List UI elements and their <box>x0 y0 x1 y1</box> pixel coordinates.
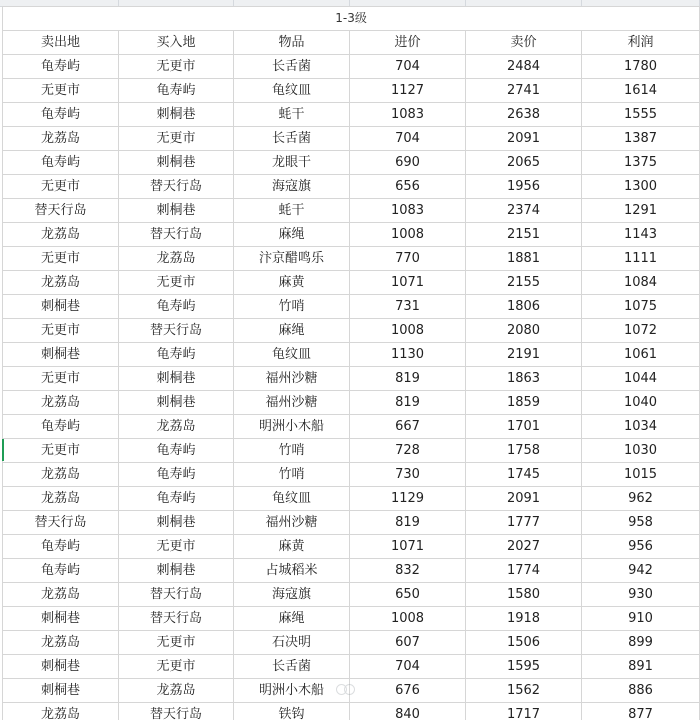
cost-cell[interactable]: 650 <box>350 583 466 607</box>
seller-cell[interactable]: 龙荔岛 <box>3 463 119 487</box>
item-cell[interactable]: 竹哨 <box>234 439 350 463</box>
price-cell[interactable]: 1701 <box>466 415 582 439</box>
item-cell[interactable]: 蚝干 <box>234 103 350 127</box>
sheet-title-cell[interactable]: 1-3级 <box>3 7 700 31</box>
seller-cell[interactable]: 刺桐巷 <box>3 343 119 367</box>
buyer-cell[interactable]: 无更市 <box>119 631 234 655</box>
item-cell[interactable]: 龟纹皿 <box>234 487 350 511</box>
price-cell[interactable]: 1580 <box>466 583 582 607</box>
table-row <box>3 79 700 103</box>
price-cell[interactable]: 1956 <box>466 175 582 199</box>
buyer-cell[interactable]: 无更市 <box>119 655 234 679</box>
seller-cell[interactable]: 刺桐巷 <box>3 607 119 631</box>
price-cell[interactable]: 2091 <box>466 127 582 151</box>
buyer-cell[interactable]: 刺桐巷 <box>119 199 234 223</box>
table-row <box>3 703 700 720</box>
profit-cell[interactable]: 958 <box>582 511 700 535</box>
table-row <box>3 607 700 631</box>
profit-cell[interactable]: 1291 <box>582 199 700 223</box>
table-row <box>3 559 700 583</box>
header-cell-profit[interactable]: 利润 <box>582 31 700 55</box>
buyer-cell[interactable]: 龟寿屿 <box>119 295 234 319</box>
header-cell-seller[interactable]: 卖出地 <box>3 31 119 55</box>
profit-cell[interactable]: 1780 <box>582 55 700 79</box>
price-cell[interactable]: 2484 <box>466 55 582 79</box>
item-cell[interactable]: 明洲小木船 <box>234 679 350 703</box>
cost-cell[interactable]: 704 <box>350 655 466 679</box>
cost-cell[interactable]: 770 <box>350 247 466 271</box>
price-cell[interactable]: 1595 <box>466 655 582 679</box>
price-cell[interactable]: 2151 <box>466 223 582 247</box>
table-row <box>3 103 700 127</box>
seller-cell[interactable]: 无更市 <box>3 439 119 463</box>
price-cell[interactable]: 1881 <box>466 247 582 271</box>
header-cell-cost[interactable]: 进价 <box>350 31 466 55</box>
item-cell[interactable]: 麻绳 <box>234 223 350 247</box>
item-cell[interactable]: 福州沙糖 <box>234 367 350 391</box>
profit-cell[interactable]: 886 <box>582 679 700 703</box>
buyer-cell[interactable]: 替天行岛 <box>119 223 234 247</box>
header-cell-buyer[interactable]: 买入地 <box>119 31 234 55</box>
seller-cell[interactable]: 无更市 <box>3 175 119 199</box>
profit-cell[interactable]: 1143 <box>582 223 700 247</box>
buyer-cell[interactable]: 龟寿屿 <box>119 463 234 487</box>
cost-cell[interactable]: 731 <box>350 295 466 319</box>
watermark-logo <box>336 684 356 696</box>
price-cell[interactable]: 2027 <box>466 535 582 559</box>
table-row <box>3 319 700 343</box>
profit-cell[interactable]: 1072 <box>582 319 700 343</box>
seller-cell[interactable]: 龙荔岛 <box>3 487 119 511</box>
seller-cell[interactable]: 刺桐巷 <box>3 295 119 319</box>
profit-cell[interactable]: 930 <box>582 583 700 607</box>
table-row <box>3 511 700 535</box>
profit-cell[interactable]: 962 <box>582 487 700 511</box>
table-row <box>3 271 700 295</box>
item-cell[interactable]: 长舌菌 <box>234 655 350 679</box>
table-row <box>3 439 700 463</box>
buyer-cell[interactable]: 替天行岛 <box>119 703 234 720</box>
item-cell[interactable]: 麻绳 <box>234 319 350 343</box>
seller-cell[interactable]: 龙荔岛 <box>3 271 119 295</box>
price-cell[interactable]: 2191 <box>466 343 582 367</box>
seller-cell[interactable]: 龟寿屿 <box>3 151 119 175</box>
buyer-cell[interactable]: 无更市 <box>119 55 234 79</box>
table-row <box>3 367 700 391</box>
cost-cell[interactable]: 1083 <box>350 199 466 223</box>
item-cell[interactable]: 竹哨 <box>234 463 350 487</box>
cost-cell[interactable]: 1008 <box>350 223 466 247</box>
buyer-cell[interactable]: 替天行岛 <box>119 175 234 199</box>
buyer-cell[interactable]: 刺桐巷 <box>119 511 234 535</box>
item-cell[interactable]: 龟纹皿 <box>234 343 350 367</box>
profit-cell[interactable]: 1015 <box>582 463 700 487</box>
price-cell[interactable]: 1774 <box>466 559 582 583</box>
price-cell[interactable]: 1506 <box>466 631 582 655</box>
buyer-cell[interactable]: 龙荔岛 <box>119 415 234 439</box>
item-cell[interactable]: 麻绳 <box>234 607 350 631</box>
active-cell-indicator <box>2 439 4 461</box>
table-row <box>3 487 700 511</box>
cost-cell[interactable]: 819 <box>350 391 466 415</box>
item-cell[interactable]: 海寇旗 <box>234 175 350 199</box>
cost-cell[interactable]: 1129 <box>350 487 466 511</box>
buyer-cell[interactable]: 无更市 <box>119 271 234 295</box>
seller-cell[interactable]: 刺桐巷 <box>3 679 119 703</box>
profit-cell[interactable]: 956 <box>582 535 700 559</box>
table-row <box>3 583 700 607</box>
seller-cell[interactable]: 无更市 <box>3 79 119 103</box>
seller-cell[interactable]: 刺桐巷 <box>3 655 119 679</box>
price-cell[interactable]: 1777 <box>466 511 582 535</box>
profit-cell[interactable]: 899 <box>582 631 700 655</box>
table-row <box>3 655 700 679</box>
item-cell[interactable]: 麻黄 <box>234 535 350 559</box>
cost-cell[interactable]: 1130 <box>350 343 466 367</box>
table-row <box>3 199 700 223</box>
cost-cell[interactable]: 730 <box>350 463 466 487</box>
item-cell[interactable]: 石决明 <box>234 631 350 655</box>
header-row <box>3 31 700 55</box>
cost-cell[interactable]: 1071 <box>350 271 466 295</box>
cost-cell[interactable]: 1083 <box>350 103 466 127</box>
buyer-cell[interactable]: 替天行岛 <box>119 319 234 343</box>
profit-cell[interactable]: 891 <box>582 655 700 679</box>
item-cell[interactable]: 长舌菌 <box>234 127 350 151</box>
item-cell[interactable]: 汴京醋鸣乐 <box>234 247 350 271</box>
seller-cell[interactable]: 龙荔岛 <box>3 703 119 720</box>
seller-cell[interactable]: 龙荔岛 <box>3 127 119 151</box>
profit-cell[interactable]: 942 <box>582 559 700 583</box>
profit-cell[interactable]: 910 <box>582 607 700 631</box>
profit-cell[interactable]: 877 <box>582 703 700 720</box>
buyer-cell[interactable]: 刺桐巷 <box>119 367 234 391</box>
item-cell[interactable]: 福州沙糖 <box>234 391 350 415</box>
cost-cell[interactable]: 676 <box>350 679 466 703</box>
cost-cell[interactable]: 819 <box>350 511 466 535</box>
cost-cell[interactable]: 1071 <box>350 535 466 559</box>
table-row <box>3 127 700 151</box>
price-cell[interactable]: 1758 <box>466 439 582 463</box>
cost-cell[interactable]: 1127 <box>350 79 466 103</box>
buyer-cell[interactable]: 刺桐巷 <box>119 103 234 127</box>
price-cell[interactable]: 1863 <box>466 367 582 391</box>
cost-cell[interactable]: 819 <box>350 367 466 391</box>
cost-cell[interactable]: 704 <box>350 127 466 151</box>
price-cell[interactable]: 1918 <box>466 607 582 631</box>
seller-cell[interactable]: 龙荔岛 <box>3 391 119 415</box>
seller-cell[interactable]: 龟寿屿 <box>3 559 119 583</box>
table-row <box>3 247 700 271</box>
table-row <box>3 343 700 367</box>
item-cell[interactable]: 长舌菌 <box>234 55 350 79</box>
seller-cell[interactable]: 替天行岛 <box>3 511 119 535</box>
buyer-cell[interactable]: 无更市 <box>119 535 234 559</box>
buyer-cell[interactable]: 刺桐巷 <box>119 559 234 583</box>
profit-cell[interactable]: 1030 <box>582 439 700 463</box>
profit-cell[interactable]: 1061 <box>582 343 700 367</box>
buyer-cell[interactable]: 龙荔岛 <box>119 247 234 271</box>
buyer-cell[interactable]: 龟寿屿 <box>119 343 234 367</box>
profit-cell[interactable]: 1111 <box>582 247 700 271</box>
price-cell[interactable]: 2374 <box>466 199 582 223</box>
seller-cell[interactable]: 替天行岛 <box>3 199 119 223</box>
buyer-cell[interactable]: 刺桐巷 <box>119 391 234 415</box>
seller-cell[interactable]: 龟寿屿 <box>3 415 119 439</box>
buyer-cell[interactable]: 龟寿屿 <box>119 79 234 103</box>
price-cell[interactable]: 2638 <box>466 103 582 127</box>
cost-cell[interactable]: 690 <box>350 151 466 175</box>
profit-cell[interactable]: 1034 <box>582 415 700 439</box>
seller-cell[interactable]: 龙荔岛 <box>3 583 119 607</box>
item-cell[interactable]: 福州沙糖 <box>234 511 350 535</box>
profit-cell[interactable]: 1075 <box>582 295 700 319</box>
cost-cell[interactable]: 728 <box>350 439 466 463</box>
cost-cell[interactable]: 1008 <box>350 607 466 631</box>
price-cell[interactable]: 2065 <box>466 151 582 175</box>
profit-cell[interactable]: 1387 <box>582 127 700 151</box>
price-cell[interactable]: 1806 <box>466 295 582 319</box>
price-cell[interactable]: 2741 <box>466 79 582 103</box>
table-row <box>3 223 700 247</box>
profit-cell[interactable]: 1040 <box>582 391 700 415</box>
table-row <box>3 175 700 199</box>
price-cell[interactable]: 2080 <box>466 319 582 343</box>
cost-cell[interactable]: 667 <box>350 415 466 439</box>
buyer-cell[interactable]: 刺桐巷 <box>119 151 234 175</box>
seller-cell[interactable]: 龙荔岛 <box>3 631 119 655</box>
profit-cell[interactable]: 1614 <box>582 79 700 103</box>
item-cell[interactable]: 占城稻米 <box>234 559 350 583</box>
profit-cell[interactable]: 1555 <box>582 103 700 127</box>
price-cell[interactable]: 1717 <box>466 703 582 720</box>
cost-cell[interactable]: 656 <box>350 175 466 199</box>
price-cell[interactable]: 2155 <box>466 271 582 295</box>
item-cell[interactable]: 龟纹皿 <box>234 79 350 103</box>
profit-cell[interactable]: 1375 <box>582 151 700 175</box>
profit-cell[interactable]: 1084 <box>582 271 700 295</box>
item-cell[interactable]: 竹哨 <box>234 295 350 319</box>
buyer-cell[interactable]: 龟寿屿 <box>119 487 234 511</box>
price-cell[interactable]: 1745 <box>466 463 582 487</box>
table-row <box>3 55 700 79</box>
header-cell-price[interactable]: 卖价 <box>466 31 582 55</box>
item-cell[interactable]: 铁钩 <box>234 703 350 720</box>
cost-cell[interactable]: 607 <box>350 631 466 655</box>
buyer-cell[interactable]: 龙荔岛 <box>119 679 234 703</box>
buyer-cell[interactable]: 无更市 <box>119 127 234 151</box>
price-cell[interactable]: 2091 <box>466 487 582 511</box>
price-cell[interactable]: 1859 <box>466 391 582 415</box>
title-row <box>3 7 700 31</box>
table-row <box>3 295 700 319</box>
item-cell[interactable]: 龙眼干 <box>234 151 350 175</box>
seller-cell[interactable]: 龟寿屿 <box>3 535 119 559</box>
seller-cell[interactable]: 无更市 <box>3 367 119 391</box>
seller-cell[interactable]: 龟寿屿 <box>3 103 119 127</box>
table-row <box>3 151 700 175</box>
seller-cell[interactable]: 无更市 <box>3 319 119 343</box>
table-row <box>3 391 700 415</box>
cost-cell[interactable]: 704 <box>350 55 466 79</box>
table-row <box>3 415 700 439</box>
data-table <box>2 6 700 720</box>
item-cell[interactable]: 麻黄 <box>234 271 350 295</box>
profit-cell[interactable]: 1044 <box>582 367 700 391</box>
buyer-cell[interactable]: 替天行岛 <box>119 607 234 631</box>
cost-cell[interactable]: 832 <box>350 559 466 583</box>
table-row <box>3 631 700 655</box>
price-cell[interactable]: 1562 <box>466 679 582 703</box>
profit-cell[interactable]: 1300 <box>582 175 700 199</box>
table-row <box>3 463 700 487</box>
cost-cell[interactable]: 840 <box>350 703 466 720</box>
item-cell[interactable]: 蚝干 <box>234 199 350 223</box>
seller-cell[interactable]: 龟寿屿 <box>3 55 119 79</box>
buyer-cell[interactable]: 替天行岛 <box>119 583 234 607</box>
buyer-cell[interactable]: 龟寿屿 <box>119 439 234 463</box>
header-cell-item[interactable]: 物品 <box>234 31 350 55</box>
item-cell[interactable]: 明洲小木船 <box>234 415 350 439</box>
item-cell[interactable]: 海寇旗 <box>234 583 350 607</box>
table-row <box>3 535 700 559</box>
seller-cell[interactable]: 龙荔岛 <box>3 223 119 247</box>
cost-cell[interactable]: 1008 <box>350 319 466 343</box>
seller-cell[interactable]: 无更市 <box>3 247 119 271</box>
